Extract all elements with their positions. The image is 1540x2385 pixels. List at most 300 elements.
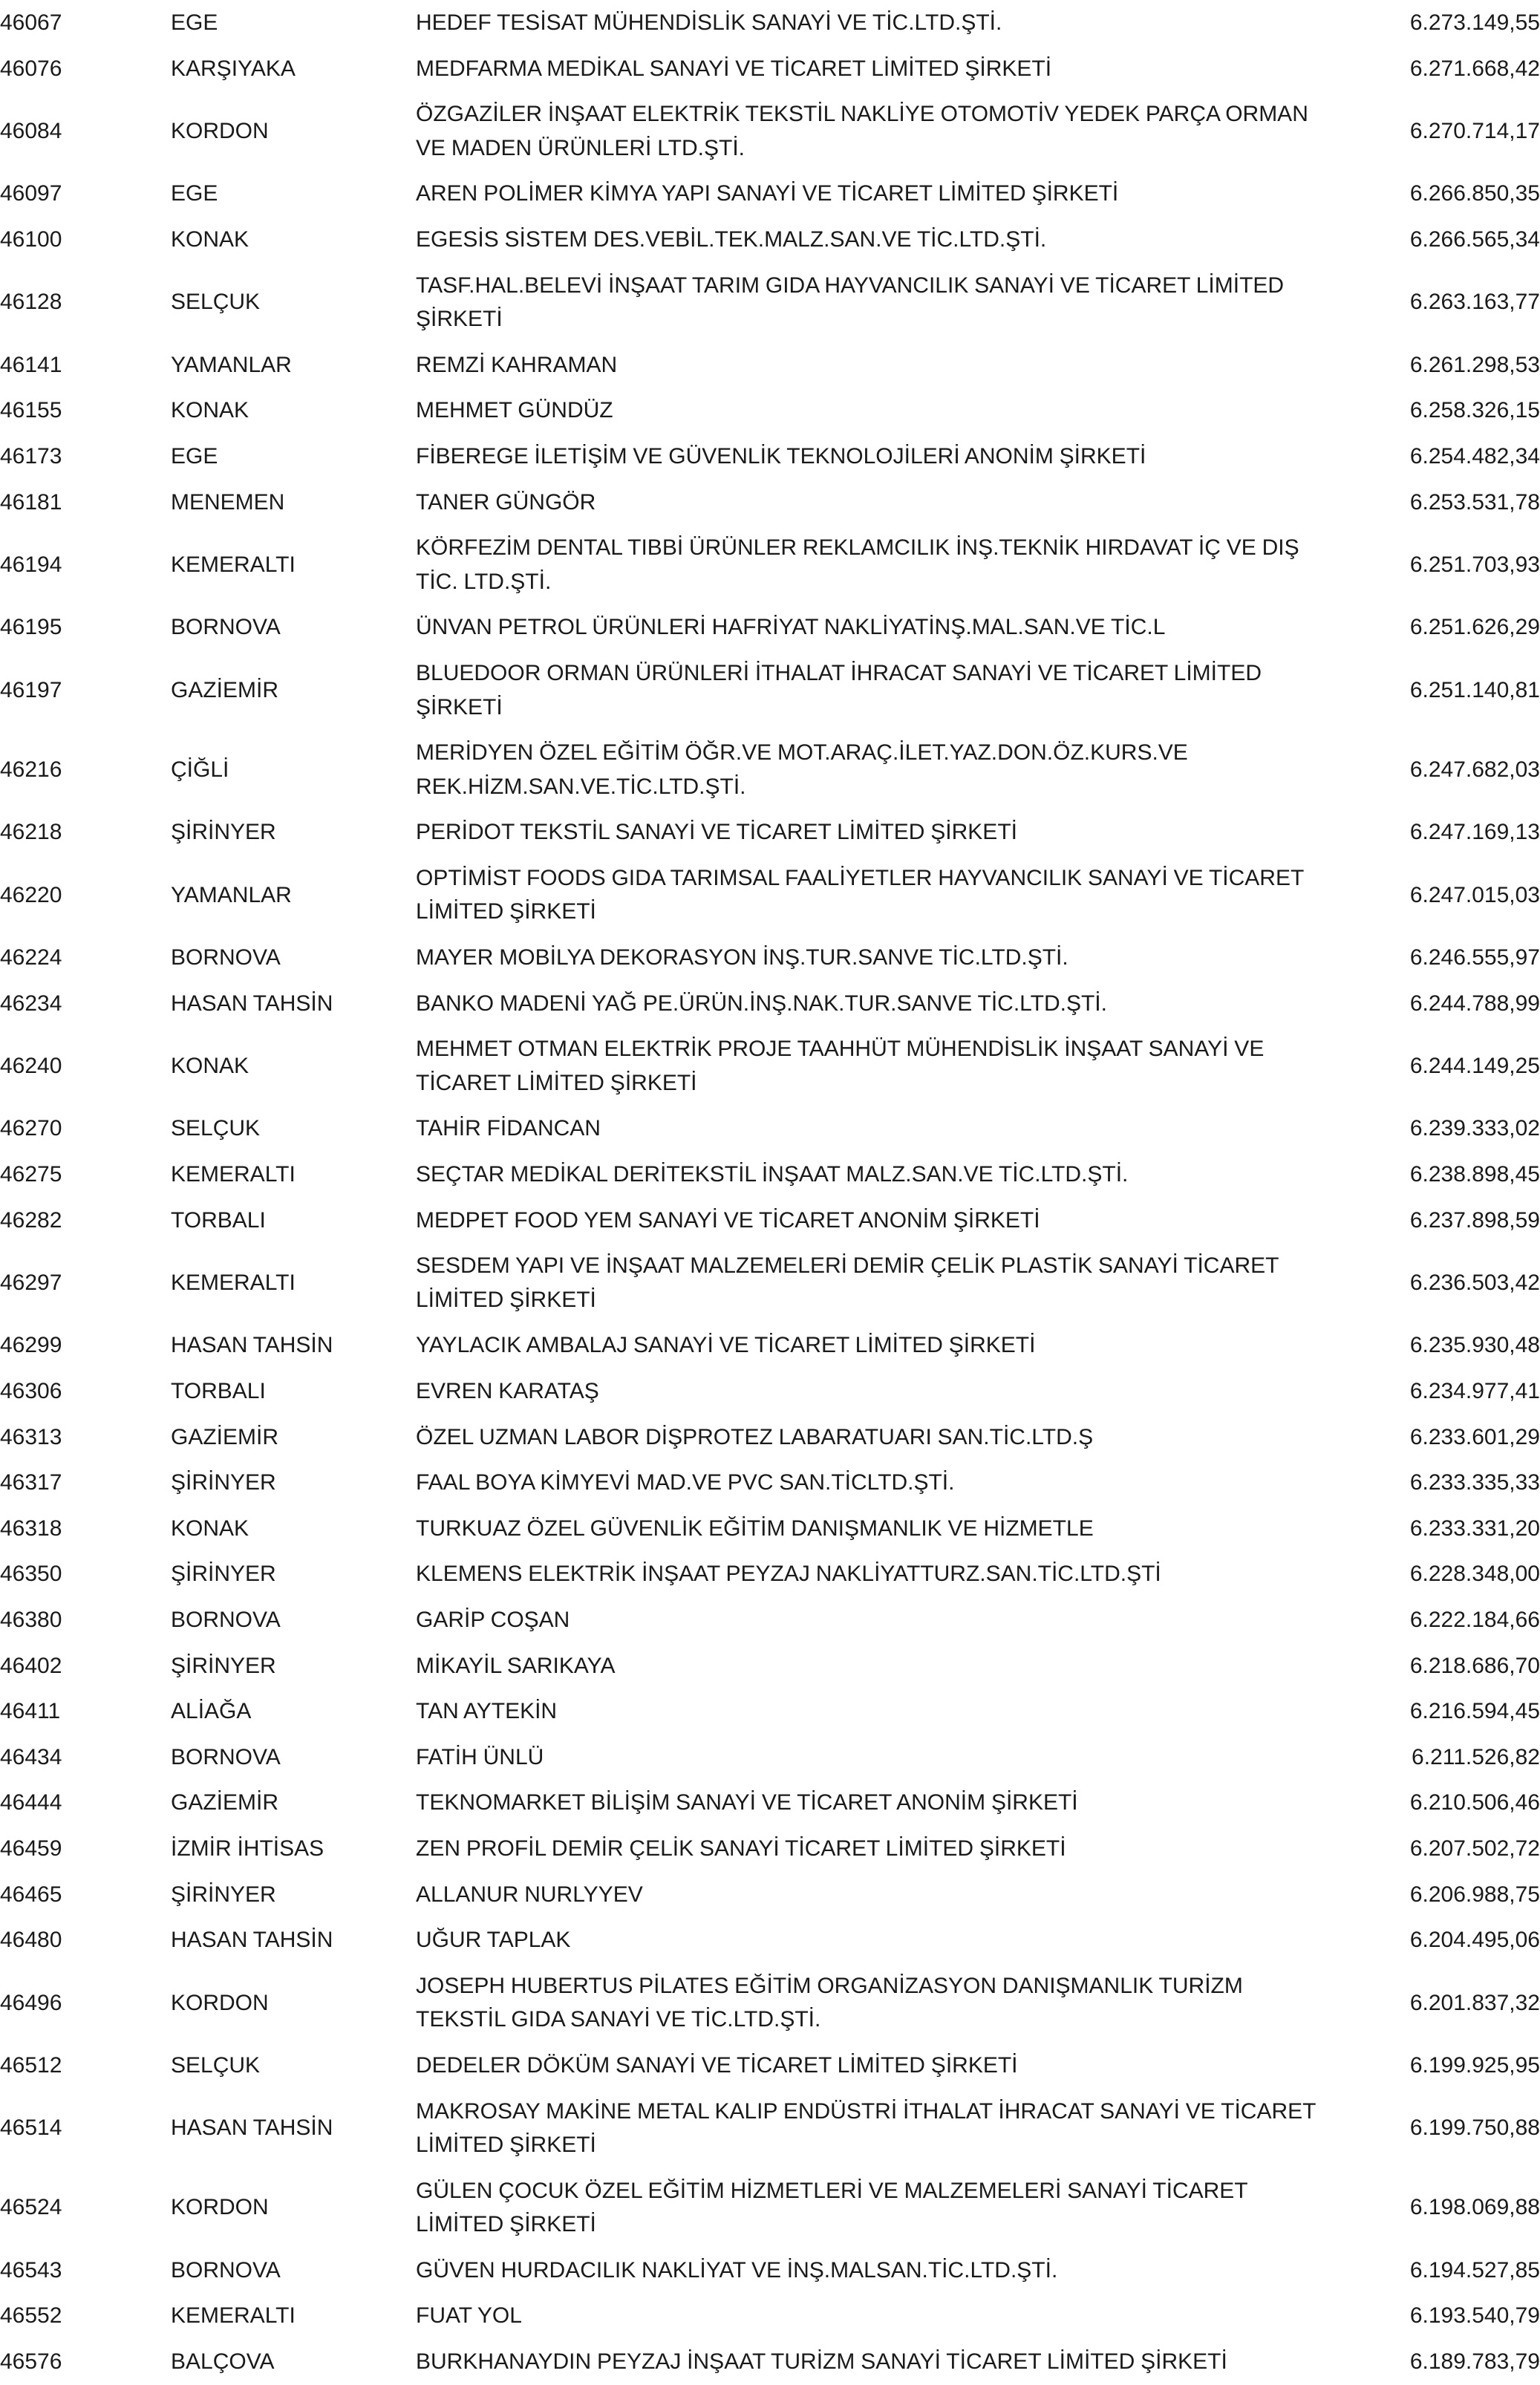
row-company-name: TAHİR FİDANCAN — [416, 1116, 601, 1141]
spacer-cell — [126, 46, 171, 92]
spacer-cell — [126, 1643, 171, 1689]
spacer-cell — [126, 1460, 171, 1506]
row-company-name: ÜNVAN PETROL ÜRÜNLERİ HAFRİYAT NAKLİYATİNŞ.MAL.SAN.VE TİC.L — [416, 615, 1166, 640]
spacer-cell — [126, 1243, 171, 1322]
row-id: 46084 — [0, 118, 62, 143]
row-district: BORNOVA — [171, 945, 281, 970]
row-id: 46282 — [0, 1207, 62, 1233]
row-amount: 6.199.750,88 — [1409, 2115, 1540, 2141]
row-amount: 6.246.555,97 — [1409, 945, 1540, 970]
row-district: KEMERALTI — [171, 552, 296, 577]
table-row — [0, 342, 1540, 388]
row-district: EGE — [171, 443, 218, 469]
spacer-cell — [394, 91, 416, 171]
row-amount: 6.199.925,95 — [1409, 2052, 1540, 2078]
spacer-cell — [126, 935, 171, 981]
spacer-cell — [126, 981, 171, 1027]
spacer-cell — [126, 1826, 171, 1872]
spacer-cell — [394, 525, 416, 604]
row-id: 46514 — [0, 2115, 62, 2141]
row-amount: 6.239.333,02 — [1409, 1116, 1540, 1141]
spacer-cell — [394, 730, 416, 809]
spacer-cell — [126, 217, 171, 263]
row-district: HASAN TAHSİN — [171, 1928, 333, 1953]
spacer-cell — [394, 1322, 416, 1368]
spacer-cell — [394, 2293, 416, 2339]
table-row — [0, 46, 1540, 92]
row-district: BORNOVA — [171, 1607, 281, 1632]
row-district: KEMERALTI — [171, 1270, 296, 1296]
row-amount: 6.189.783,79 — [1409, 2349, 1540, 2375]
row-district: YAMANLAR — [171, 352, 292, 377]
spacer-cell — [394, 1243, 416, 1322]
spacer-cell — [394, 2168, 416, 2248]
row-id: 46350 — [0, 1562, 62, 1587]
row-company-name: EGESİS SİSTEM DES.VEBİL.TEK.MALZ.SAN.VE TİC.LTD.ŞTİ. — [416, 226, 1047, 252]
row-company-name: ALLANUR NURLYYEV — [416, 1882, 643, 1907]
row-amount: 6.228.348,00 — [1409, 1562, 1540, 1587]
table-row — [0, 1506, 1540, 1552]
row-district: SELÇUK — [171, 1116, 261, 1141]
spacer-cell — [126, 525, 171, 604]
row-amount: 6.247.169,13 — [1409, 820, 1540, 845]
row-amount: 6.218.686,70 — [1409, 1653, 1540, 1678]
row-amount: 6.198.069,88 — [1409, 2195, 1540, 2220]
spacer-cell — [126, 1551, 171, 1597]
row-district: GAZİEMİR — [171, 677, 279, 702]
row-district: İZMİR İHTİSAS — [171, 1836, 324, 1861]
spacer-cell — [394, 217, 416, 263]
spacer-cell — [394, 1551, 416, 1597]
spacer-cell — [394, 1152, 416, 1198]
row-id: 46100 — [0, 226, 62, 252]
spacer-cell — [394, 1780, 416, 1826]
row-district: KONAK — [171, 226, 249, 252]
spacer-cell — [126, 730, 171, 809]
spacer-cell — [394, 342, 416, 388]
row-id: 46543 — [0, 2257, 62, 2283]
row-company-name: MAKROSAY MAKİNE METAL KALIP ENDÜSTRİ İTHALAT İHRACAT SANAYİ VE TİCARET LİMİTED ŞİRKETİ — [416, 2098, 1316, 2158]
spacer-cell — [126, 1322, 171, 1368]
table-row — [0, 1243, 1540, 1322]
row-id: 46576 — [0, 2349, 62, 2375]
table-row — [0, 1597, 1540, 1643]
row-amount: 6.207.502,72 — [1409, 1836, 1540, 1861]
row-amount: 6.235.930,48 — [1409, 1333, 1540, 1358]
row-id: 46270 — [0, 1116, 62, 1141]
spacer-cell — [126, 388, 171, 434]
table-row — [0, 650, 1540, 730]
spacer-cell — [126, 1780, 171, 1826]
row-id: 46524 — [0, 2195, 62, 2220]
row-id: 46181 — [0, 489, 62, 515]
row-company-name: MEHMET GÜNDÜZ — [416, 398, 613, 423]
row-company-name: FİBEREGE İLETİŞİM VE GÜVENLİK TEKNOLOJİLERİ ANONİM ŞİRKETİ — [416, 443, 1146, 469]
row-district: KARŞIYAKA — [171, 56, 296, 81]
table-row — [0, 1460, 1540, 1506]
row-district: BORNOVA — [171, 615, 281, 640]
spacer-cell — [394, 1826, 416, 1872]
spacer-cell — [394, 604, 416, 650]
row-id: 46067 — [0, 10, 62, 35]
row-district: KONAK — [171, 1054, 249, 1079]
row-district: BALÇOVA — [171, 2349, 275, 2375]
spacer-cell — [126, 2043, 171, 2089]
row-company-name: YAYLACIK AMBALAJ SANAYİ VE TİCARET LİMİTED ŞİRKETİ — [416, 1333, 1036, 1358]
spacer-cell — [394, 2089, 416, 2168]
table-row — [0, 1551, 1540, 1597]
row-amount: 6.216.594,45 — [1409, 1699, 1540, 1724]
row-id: 46155 — [0, 398, 62, 423]
table-row — [0, 1152, 1540, 1198]
row-district: TORBALI — [171, 1207, 266, 1233]
row-id: 46465 — [0, 1882, 62, 1907]
row-id: 46306 — [0, 1379, 62, 1403]
table-row — [0, 855, 1540, 935]
table-row — [0, 263, 1540, 342]
spacer-cell — [126, 2248, 171, 2294]
table-row — [0, 604, 1540, 650]
spacer-cell — [126, 480, 171, 526]
row-company-name: ZEN PROFİL DEMİR ÇELİK SANAYİ TİCARET LİMİTED ŞİRKETİ — [416, 1836, 1066, 1861]
row-district: MENEMEN — [171, 489, 285, 515]
row-district: KEMERALTI — [171, 2303, 296, 2329]
row-company-name: BURKHANAYDIN PEYZAJ İNŞAAT TURİZM SANAYİ TİCARET LİMİTED ŞİRKETİ — [416, 2349, 1227, 2375]
row-id: 46459 — [0, 1836, 62, 1861]
row-id: 46194 — [0, 552, 62, 577]
row-id: 46380 — [0, 1607, 62, 1632]
row-amount: 6.193.540,79 — [1409, 2303, 1540, 2329]
row-id: 46402 — [0, 1653, 62, 1678]
table-row — [0, 981, 1540, 1027]
row-id: 46216 — [0, 757, 62, 782]
row-company-name: PERİDOT TEKSTİL SANAYİ VE TİCARET LİMİTED ŞİRKETİ — [416, 820, 1017, 845]
spacer-cell — [394, 434, 416, 480]
row-company-name: MİKAYİL SARIKAYA — [416, 1653, 616, 1678]
spacer-cell — [394, 1643, 416, 1689]
row-id: 46318 — [0, 1515, 62, 1541]
spacer-cell — [126, 1106, 171, 1152]
spacer-cell — [126, 1917, 171, 1963]
row-amount: 6.271.668,42 — [1409, 56, 1540, 81]
row-district: ALİAĞA — [171, 1699, 252, 1724]
spacer-cell — [394, 1735, 416, 1781]
row-amount: 6.263.163,77 — [1409, 290, 1540, 315]
spacer-cell — [126, 1415, 171, 1461]
row-district: HASAN TAHSİN — [171, 2115, 333, 2141]
row-company-name: TAN AYTEKİN — [416, 1699, 558, 1724]
spacer-cell — [126, 2293, 171, 2339]
spacer-cell — [394, 2043, 416, 2089]
table-row — [0, 1415, 1540, 1461]
table-row — [0, 1026, 1540, 1106]
spacer-cell — [126, 2339, 171, 2385]
row-district: EGE — [171, 10, 218, 35]
spacer-cell — [394, 935, 416, 981]
table-row — [0, 935, 1540, 981]
row-amount: 6.247.682,03 — [1409, 757, 1540, 782]
row-company-name: TANER GÜNGÖR — [416, 489, 596, 515]
spacer-cell — [394, 1597, 416, 1643]
row-company-name: FATİH ÜNLÜ — [416, 1744, 544, 1769]
row-id: 46512 — [0, 2052, 62, 2078]
row-company-name: DEDELER DÖKÜM SANAYİ VE TİCARET LİMİTED ŞİRKETİ — [416, 2052, 1018, 2078]
table-row — [0, 217, 1540, 263]
spacer-cell — [394, 1963, 416, 2043]
row-amount: 6.253.531,78 — [1409, 489, 1540, 515]
table-row — [0, 0, 1540, 46]
row-company-name: MEHMET OTMAN ELEKTRİK PROJE TAAHHÜT MÜHENDİSLİK İNŞAAT SANAYİ VE TİCARET LİMİTED ŞİRKETİ — [416, 1037, 1265, 1095]
row-company-name: JOSEPH HUBERTUS PİLATES EĞİTİM ORGANİZASYON DANIŞMANLIK TURİZM TEKSTİL GIDA SANAYİ VE TİC.LTD.ŞTİ. — [416, 1973, 1243, 2032]
table-row — [0, 1872, 1540, 1918]
row-amount: 6.194.527,85 — [1409, 2257, 1540, 2283]
row-amount: 6.237.898,59 — [1409, 1207, 1540, 1233]
row-id: 46097 — [0, 181, 62, 206]
row-company-name: REMZİ KAHRAMAN — [416, 352, 618, 377]
spacer-cell — [126, 342, 171, 388]
spacer-cell — [394, 855, 416, 935]
row-district: GAZİEMİR — [171, 1424, 279, 1449]
row-amount: 6.211.526,82 — [1412, 1744, 1540, 1769]
spacer-cell — [126, 2168, 171, 2248]
table-row — [0, 525, 1540, 604]
row-id: 46173 — [0, 443, 62, 469]
row-id: 46218 — [0, 820, 62, 845]
row-id: 46275 — [0, 1162, 62, 1187]
table-row — [0, 91, 1540, 171]
row-id: 46496 — [0, 1990, 62, 2015]
row-amount: 6.222.184,66 — [1409, 1607, 1540, 1632]
row-company-name: SESDEM YAPI VE İNŞAAT MALZEMELERİ DEMİR ÇELİK PLASTİK SANAYİ TİCARET LİMİTED ŞİRKETİ — [416, 1253, 1279, 1312]
row-district: ŞİRİNYER — [171, 1653, 276, 1678]
row-district: KONAK — [171, 1515, 249, 1541]
table-row — [0, 1826, 1540, 1872]
row-id: 46299 — [0, 1333, 62, 1358]
row-company-name: BLUEDOOR ORMAN ÜRÜNLERİ İTHALAT İHRACAT SANAYİ VE TİCARET LİMİTED ŞİRKETİ — [416, 660, 1262, 720]
table-row — [0, 2089, 1540, 2168]
row-amount: 6.233.335,33 — [1409, 1470, 1540, 1495]
table-row — [0, 1735, 1540, 1781]
row-id: 46220 — [0, 882, 62, 907]
row-id: 46128 — [0, 290, 62, 315]
table-row — [0, 809, 1540, 855]
table-row — [0, 1368, 1540, 1415]
table-row — [0, 1106, 1540, 1152]
row-company-name: GÜVEN HURDACILIK NAKLİYAT VE İNŞ.MALSAN.TİC.LTD.ŞTİ. — [416, 2257, 1058, 2283]
row-amount: 6.233.331,20 — [1409, 1515, 1540, 1541]
row-id: 46411 — [0, 1699, 61, 1724]
spacer-cell — [126, 91, 171, 171]
row-company-name: MEDFARMA MEDİKAL SANAYİ VE TİCARET LİMİTED ŞİRKETİ — [416, 56, 1052, 81]
row-district: TORBALI — [171, 1379, 266, 1403]
spacer-cell — [394, 1506, 416, 1552]
row-amount: 6.238.898,45 — [1409, 1162, 1540, 1187]
row-amount: 6.201.837,32 — [1409, 1990, 1540, 2015]
row-amount: 6.236.503,42 — [1409, 1270, 1540, 1296]
row-amount: 6.233.601,29 — [1409, 1424, 1540, 1449]
table-row — [0, 171, 1540, 217]
row-id: 46141 — [0, 352, 62, 377]
row-company-name: AREN POLİMER KİMYA YAPI SANAYİ VE TİCARET LİMİTED ŞİRKETİ — [416, 181, 1119, 206]
row-district: YAMANLAR — [171, 882, 292, 907]
row-company-name: KLEMENS ELEKTRİK İNŞAAT PEYZAJ NAKLİYATTURZ.SAN.TİC.LTD.ŞTİ — [416, 1562, 1161, 1587]
row-amount: 6.266.850,35 — [1409, 181, 1540, 206]
table-row — [0, 1198, 1540, 1244]
row-company-name: FUAT YOL — [416, 2303, 522, 2329]
table-row — [0, 2248, 1540, 2294]
row-id: 46076 — [0, 56, 62, 81]
spacer-cell — [394, 1460, 416, 1506]
row-amount: 6.206.988,75 — [1409, 1882, 1540, 1907]
row-company-name: HEDEF TESİSAT MÜHENDİSLİK SANAYİ VE TİC.LTD.ŞTİ. — [416, 10, 1002, 35]
spacer-cell — [394, 981, 416, 1027]
row-district: ŞİRİNYER — [171, 1470, 276, 1495]
row-company-name: TEKNOMARKET BİLİŞİM SANAYİ VE TİCARET ANONİM ŞİRKETİ — [416, 1790, 1078, 1815]
row-company-name: ÖZGAZİLER İNŞAAT ELEKTRİK TEKSTİL NAKLİYE OTOMOTİV YEDEK PARÇA ORMAN VE MADEN ÜRÜNLERİ LTD.ŞTİ. — [416, 102, 1308, 160]
row-id: 46434 — [0, 1744, 62, 1769]
spacer-cell — [394, 1872, 416, 1918]
row-company-name: MERİDYEN ÖZEL EĞİTİM ÖĞR.VE MOT.ARAÇ.İLET.YAZ.DON.ÖZ.KURS.VE REK.HİZM.SAN.VE.TİC.LTD.ŞTİ. — [416, 740, 1188, 799]
row-company-name: FAAL BOYA KİMYEVİ MAD.VE PVC SAN.TİCLTD.ŞTİ. — [416, 1470, 955, 1495]
row-id: 46317 — [0, 1470, 62, 1495]
table-row — [0, 2339, 1540, 2385]
spacer-cell — [126, 604, 171, 650]
table-row — [0, 434, 1540, 480]
row-district: KORDON — [171, 118, 269, 143]
row-id: 46444 — [0, 1790, 62, 1815]
spacer-cell — [394, 2248, 416, 2294]
row-amount: 6.244.149,25 — [1409, 1054, 1540, 1079]
spacer-cell — [394, 1917, 416, 1963]
table-row — [0, 1689, 1540, 1735]
spacer-cell — [394, 1415, 416, 1461]
row-company-name: BANKO MADENİ YAĞ PE.ÜRÜN.İNŞ.NAK.TUR.SANVE TİC.LTD.ŞTİ. — [416, 991, 1107, 1016]
row-id: 46552 — [0, 2303, 62, 2329]
row-amount: 6.258.326,15 — [1409, 398, 1540, 423]
spacer-cell — [126, 263, 171, 342]
spacer-cell — [394, 263, 416, 342]
table-row — [0, 1322, 1540, 1368]
spacer-cell — [126, 434, 171, 480]
row-id: 46197 — [0, 677, 62, 702]
row-amount: 6.244.788,99 — [1409, 991, 1540, 1016]
row-district: ŞİRİNYER — [171, 820, 276, 845]
table-row — [0, 480, 1540, 526]
spacer-cell — [126, 1026, 171, 1106]
spacer-cell — [126, 1198, 171, 1244]
spacer-cell — [394, 1689, 416, 1735]
spacer-cell — [394, 809, 416, 855]
spacer-cell — [126, 1597, 171, 1643]
row-district: HASAN TAHSİN — [171, 1333, 333, 1358]
row-district: KORDON — [171, 1990, 269, 2015]
spacer-cell — [394, 46, 416, 92]
table-row — [0, 2293, 1540, 2339]
row-district: KORDON — [171, 2195, 269, 2220]
row-company-name: MAYER MOBİLYA DEKORASYON İNŞ.TUR.SANVE TİC.LTD.ŞTİ. — [416, 945, 1068, 970]
row-amount: 6.266.565,34 — [1409, 226, 1540, 252]
row-amount: 6.204.495,06 — [1409, 1928, 1540, 1953]
row-amount: 6.254.482,34 — [1409, 443, 1540, 469]
row-id: 46224 — [0, 945, 62, 970]
row-amount: 6.261.298,53 — [1409, 352, 1540, 377]
row-company-name: UĞUR TAPLAK — [416, 1928, 571, 1953]
row-company-name: EVREN KARATAŞ — [416, 1379, 599, 1403]
row-district: BORNOVA — [171, 1744, 281, 1769]
spacer-cell — [394, 480, 416, 526]
row-id: 46195 — [0, 615, 62, 640]
row-amount: 6.247.015,03 — [1409, 882, 1540, 907]
spacer-cell — [394, 1026, 416, 1106]
spacer-cell — [126, 1368, 171, 1415]
row-id: 46297 — [0, 1270, 62, 1296]
row-company-name: SEÇTAR MEDİKAL DERİTEKSTİL İNŞAAT MALZ.SAN.VE TİC.LTD.ŞTİ. — [416, 1162, 1129, 1187]
table-row — [0, 2168, 1540, 2248]
spacer-cell — [394, 0, 416, 46]
table-row — [0, 730, 1540, 809]
spacer-cell — [126, 855, 171, 935]
spacer-cell — [394, 1106, 416, 1152]
row-district: GAZİEMİR — [171, 1790, 279, 1815]
row-id: 46240 — [0, 1054, 62, 1079]
row-company-name: TASF.HAL.BELEVİ İNŞAAT TARIM GIDA HAYVANCILIK SANAYİ VE TİCARET LİMİTED ŞİRKETİ — [416, 273, 1285, 332]
table-row — [0, 388, 1540, 434]
spacer-cell — [126, 171, 171, 217]
spacer-cell — [126, 1689, 171, 1735]
row-amount: 6.251.626,29 — [1409, 615, 1540, 640]
spacer-cell — [126, 1872, 171, 1918]
row-district: BORNOVA — [171, 2257, 281, 2283]
row-amount: 6.251.703,93 — [1409, 552, 1540, 577]
spacer-cell — [126, 2089, 171, 2168]
row-company-name: KÖRFEZİM DENTAL TIBBİ ÜRÜNLER REKLAMCILIK İNŞ.TEKNİK HIRDAVAT İÇ VE DIŞ TİC. LTD.ŞTİ. — [416, 535, 1299, 594]
row-district: HASAN TAHSİN — [171, 991, 333, 1016]
row-company-name: MEDPET FOOD YEM SANAYİ VE TİCARET ANONİM ŞİRKETİ — [416, 1207, 1040, 1233]
row-district: ÇİĞLİ — [171, 757, 229, 782]
spacer-cell — [394, 388, 416, 434]
row-company-name: ÖZEL UZMAN LABOR DİŞPROTEZ LABARATUARI SAN.TİC.LTD.Ş — [416, 1424, 1094, 1449]
spacer-cell — [394, 171, 416, 217]
row-district: KONAK — [171, 398, 249, 423]
row-amount: 6.234.977,41 — [1409, 1379, 1540, 1403]
row-district: SELÇUK — [171, 290, 261, 315]
row-company-name: GARİP COŞAN — [416, 1607, 570, 1632]
spacer-cell — [126, 1152, 171, 1198]
row-district: SELÇUK — [171, 2052, 261, 2078]
spacer-cell — [394, 650, 416, 730]
table-row — [0, 1917, 1540, 1963]
spacer-cell — [126, 1506, 171, 1552]
spacer-cell — [126, 0, 171, 46]
table-row — [0, 1780, 1540, 1826]
row-district: ŞİRİNYER — [171, 1882, 276, 1907]
spacer-cell — [126, 1735, 171, 1781]
row-company-name: TURKUAZ ÖZEL GÜVENLİK EĞİTİM DANIŞMANLIK VE HİZMETLE — [416, 1515, 1094, 1541]
row-company-name: OPTİMİST FOODS GIDA TARIMSAL FAALİYETLER HAYVANCILIK SANAYİ VE TİCARET LİMİTED ŞİRKETİ — [416, 865, 1304, 924]
spacer-cell — [126, 809, 171, 855]
row-district: KEMERALTI — [171, 1162, 296, 1187]
row-company-name: GÜLEN ÇOCUK ÖZEL EĞİTİM HİZMETLERİ VE MALZEMELERİ SANAYİ TİCARET LİMİTED ŞİRKETİ — [416, 2178, 1248, 2237]
table-row — [0, 1963, 1540, 2043]
spacer-cell — [394, 1368, 416, 1415]
row-id: 46234 — [0, 991, 62, 1016]
spacer-cell — [394, 2339, 416, 2385]
spacer-cell — [126, 1963, 171, 2043]
spacer-cell — [126, 650, 171, 730]
row-district: EGE — [171, 181, 218, 206]
row-amount: 6.273.149,55 — [1409, 10, 1540, 35]
row-id: 46480 — [0, 1928, 62, 1953]
